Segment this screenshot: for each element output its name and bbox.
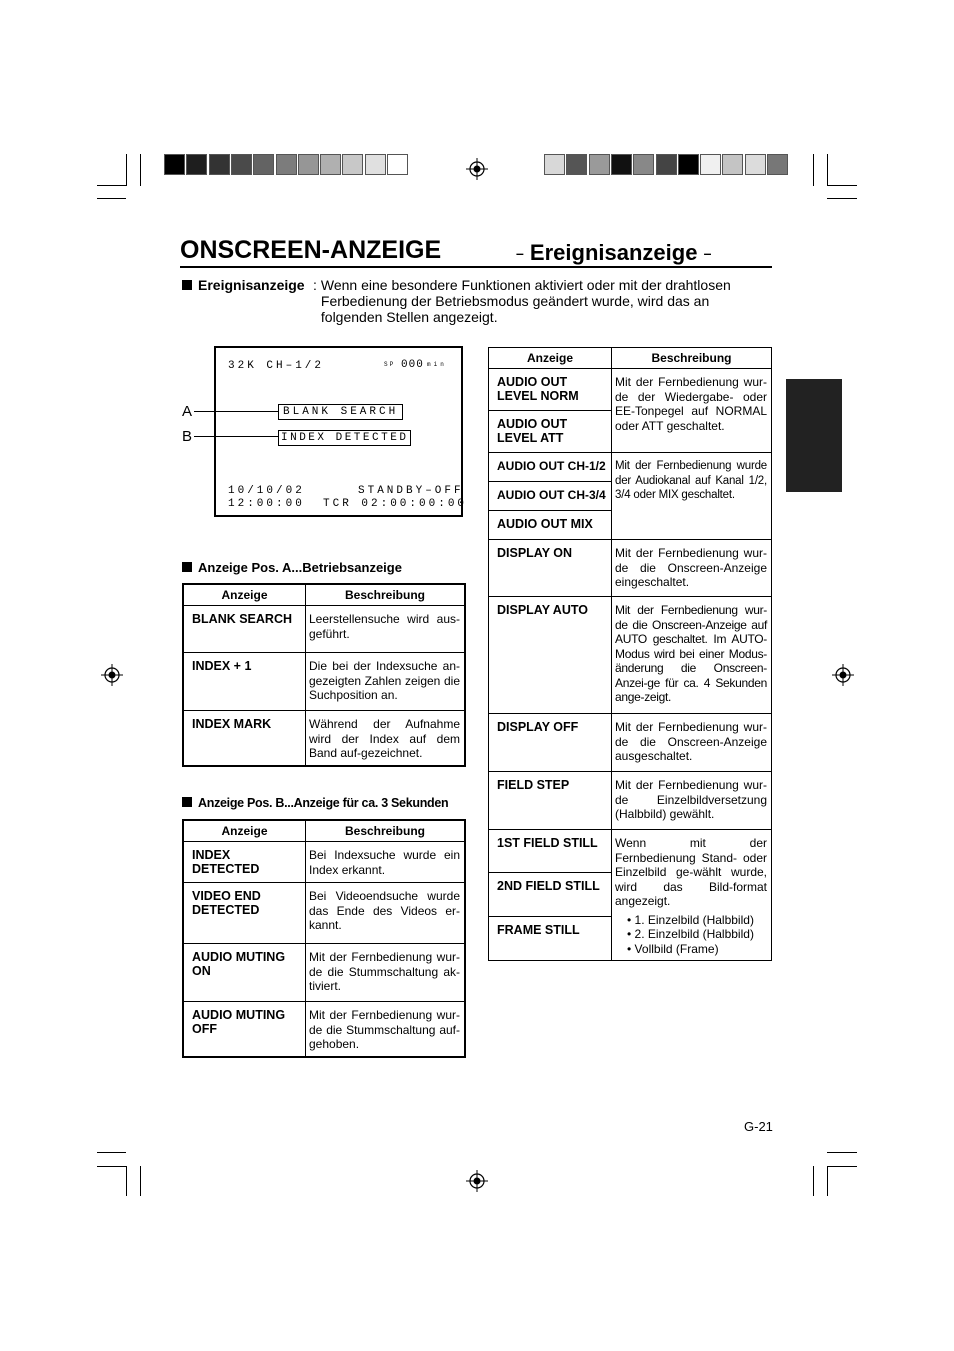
osd-box-a: BLANK SEARCH	[278, 404, 403, 420]
table-row	[183, 842, 465, 883]
row-key: INDEX + 1	[183, 653, 306, 711]
table-row	[183, 711, 465, 766]
osd-sp: SP	[384, 361, 396, 368]
row-desc: Mit der Fernbedienung wur-de Einzelbildversetzung (Halbbild) gewählt.	[612, 772, 772, 830]
row-key: 2ND FIELD STILL	[489, 873, 612, 916]
section-b-table	[182, 819, 466, 1058]
section-tab	[786, 379, 842, 492]
color-swatch	[700, 154, 721, 175]
row-key: AUDIO OUT CH-1/2	[489, 453, 612, 482]
col-header: Anzeige	[489, 348, 612, 369]
section-a-heading: Anzeige Pos. A...Betriebsanzeige	[182, 560, 402, 575]
table-row	[489, 540, 772, 597]
color-swatch	[253, 154, 274, 175]
registration-mark-icon	[832, 664, 854, 686]
row-key: DISPLAY OFF	[489, 714, 612, 772]
table-row	[183, 606, 465, 653]
color-swatch	[298, 154, 319, 175]
bullet-icon	[182, 562, 192, 572]
intro-label: Ereignisanzeige	[182, 277, 305, 293]
color-swatch	[745, 154, 766, 175]
crop-mark	[827, 198, 857, 199]
crop-mark	[827, 185, 857, 186]
row-desc: Mit der Fernbedienung wur-de die Onscreen-Anzeige auf AUTO geschaltet. Im AUTO-Modus wird bei einer Modus-änderung die Onscreen-Anzei-ge für ca. 4 Sekunden ange-zeigt.	[612, 597, 772, 714]
section-b-heading: Anzeige Pos. B...Anzeige für ca. 3 Sekunden	[182, 796, 448, 810]
row-desc: Mit der Fernbedienung wur-de der Wiedergabe- oder EE-Tonpegel auf NORMAL oder ATT geschaltet.	[612, 369, 772, 453]
right-table	[488, 347, 772, 961]
table-row	[489, 369, 772, 411]
table-row	[183, 944, 465, 1002]
crop-mark	[813, 154, 814, 186]
table-row	[183, 883, 465, 944]
osd-box-b: INDEX DETECTED	[278, 430, 411, 446]
crop-mark	[827, 1152, 857, 1153]
crop-mark	[97, 185, 126, 186]
row-key: AUDIO OUT CH-3/4	[489, 482, 612, 511]
page-title: ONSCREEN-ANZEIGE	[180, 236, 442, 264]
leader-line-b	[194, 436, 278, 437]
crop-mark	[97, 1166, 126, 1167]
list-item: • 2. Einzelbild (Halbbild)	[627, 927, 767, 942]
bullet-icon	[182, 280, 192, 290]
row-desc: Die bei der Indexsuche an-gezeigten Zahlen zeigen die Suchposition an.	[306, 653, 466, 711]
col-header: Beschreibung	[306, 820, 466, 842]
table-row	[489, 772, 772, 830]
page-subtitle: – Ereignisanzeige –	[516, 240, 712, 265]
crop-mark	[140, 1166, 141, 1196]
row-key: AUDIO MUTING OFF	[183, 1002, 306, 1057]
color-swatch	[365, 154, 386, 175]
table-row	[489, 830, 772, 873]
list-item: • 1. Einzelbild (Halbbild)	[627, 913, 767, 928]
leader-line-a	[194, 411, 278, 412]
table-row	[489, 453, 772, 482]
col-header: Anzeige	[183, 820, 306, 842]
still-options	[615, 913, 767, 957]
bullet-icon	[182, 797, 192, 807]
row-key: AUDIO OUT LEVEL NORM	[489, 369, 612, 411]
label-b: B	[182, 428, 193, 445]
color-swatch	[767, 154, 788, 175]
still-desc: Wenn mit der Fernbedienung Stand- oder Einzelbild ge-wählt wurde, wird das Bild-format angezeigt.	[615, 836, 767, 908]
row-key: INDEX DETECTED	[183, 842, 306, 883]
color-swatch	[320, 154, 341, 175]
color-swatch	[722, 154, 743, 175]
crop-mark	[97, 198, 126, 199]
row-key: 1ST FIELD STILL	[489, 830, 612, 873]
row-desc: Mit der Fernbedienung wur-de die Stummschaltung auf-gehoben.	[306, 1002, 466, 1057]
registration-mark-icon	[466, 1170, 488, 1192]
row-key: AUDIO MUTING ON	[183, 944, 306, 1002]
crop-mark	[827, 1166, 857, 1167]
osd-channel: 32K CH–1/2	[228, 360, 325, 372]
osd-time: 12:00:00	[228, 498, 305, 510]
row-desc: Bei Indexsuche wurde ein Index erkannt.	[306, 842, 466, 883]
color-swatch	[186, 154, 207, 175]
osd-counter: 000	[401, 359, 424, 371]
color-swatch	[276, 154, 297, 175]
crop-mark	[827, 154, 828, 186]
color-swatch	[589, 154, 610, 175]
color-swatch	[231, 154, 252, 175]
onscreen-display-illustration	[214, 346, 468, 517]
row-desc: Leerstellensuche wird aus-geführt.	[306, 606, 466, 653]
col-header: Beschreibung	[306, 584, 466, 606]
color-swatch	[656, 154, 677, 175]
label-a: A	[182, 403, 193, 420]
row-key: INDEX MARK	[183, 711, 306, 766]
row-key: FRAME STILL	[489, 916, 612, 960]
col-header: Anzeige	[183, 584, 306, 606]
osd-standby: STANDBY–OFF	[358, 485, 464, 497]
row-key: DISPLAY ON	[489, 540, 612, 597]
row-key: AUDIO OUT MIX	[489, 511, 612, 540]
row-key: BLANK SEARCH	[183, 606, 306, 653]
table-row	[183, 1002, 465, 1057]
color-swatch	[678, 154, 699, 175]
color-swatch	[342, 154, 363, 175]
row-key: FIELD STEP	[489, 772, 612, 830]
crop-mark	[97, 1152, 126, 1153]
row-desc: Mit der Fernbedienung wur-de die Stummschaltung ak-tiviert.	[306, 944, 466, 1002]
crop-mark	[827, 1166, 828, 1196]
row-desc: Mit der Fernbedienung wur-de die Onscreen-Anzeige eingeschaltet.	[612, 540, 772, 597]
osd-tcr: TCR 02:00:00:00	[323, 498, 468, 510]
color-swatch	[566, 154, 587, 175]
color-swatch	[209, 154, 230, 175]
page-number: G-21	[744, 1119, 773, 1134]
registration-mark-icon	[466, 158, 488, 180]
color-swatch	[544, 154, 565, 175]
row-key: DISPLAY AUTO	[489, 597, 612, 714]
row-desc: Bei Videoendsuche wurde das Ende des Videos er-kannt.	[306, 883, 466, 944]
table-row	[489, 714, 772, 772]
registration-mark-icon	[101, 664, 123, 686]
row-desc	[612, 830, 772, 961]
color-swatch	[164, 154, 185, 175]
crop-mark	[140, 154, 141, 186]
osd-date: 10/10/02	[228, 485, 305, 497]
row-desc: Mit der Fernbedienung wurde der Audiokanal auf Kanal 1/2, 3/4 oder MIX geschaltet.	[612, 453, 772, 540]
color-swatch	[611, 154, 632, 175]
list-item: • Vollbild (Frame)	[627, 942, 767, 957]
title-rule	[180, 266, 772, 268]
crop-mark	[813, 1166, 814, 1196]
row-key: VIDEO END DETECTED	[183, 883, 306, 944]
section-a-table	[182, 583, 466, 767]
row-desc: Während der Aufnahme wird der Index auf dem Band auf-gezeichnet.	[306, 711, 466, 766]
crop-mark	[126, 154, 127, 186]
row-key: AUDIO OUT LEVEL ATT	[489, 411, 612, 453]
color-swatch	[633, 154, 654, 175]
intro-text: : Wenn eine besondere Funktionen aktiviert oder mit der drahtlosen Ferbedienung der Betriebsmodus geändert wurde, wird das an folgenden Stellen angezeigt.	[313, 277, 731, 325]
table-row	[183, 653, 465, 711]
row-desc: Mit der Fernbedienung wur-de die Onscreen-Anzeige ausgeschaltet.	[612, 714, 772, 772]
table-row	[489, 597, 772, 714]
crop-mark	[126, 1166, 127, 1196]
osd-unit: min	[427, 361, 447, 368]
color-swatch	[387, 154, 408, 175]
col-header: Beschreibung	[612, 348, 772, 369]
